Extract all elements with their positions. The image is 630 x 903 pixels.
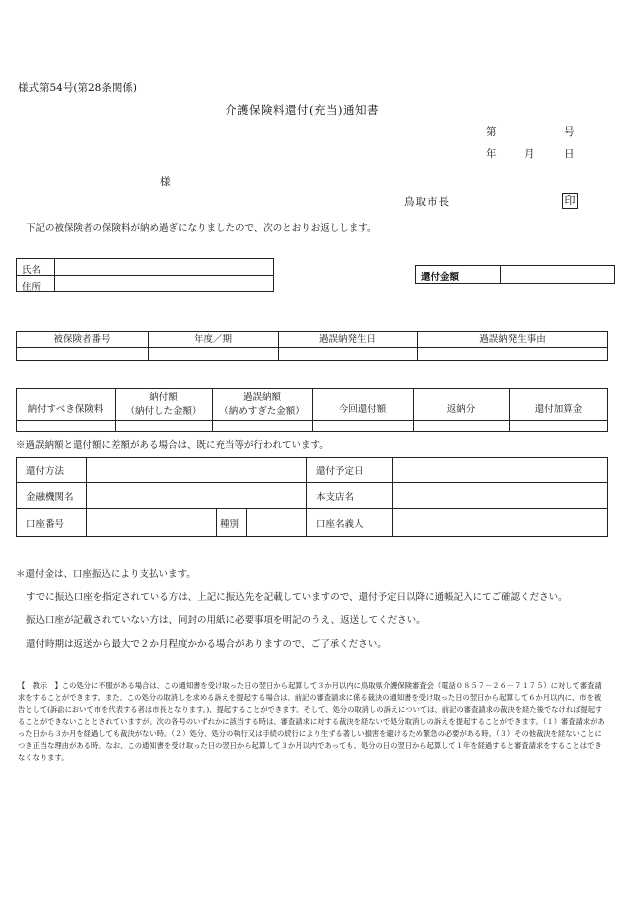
table1-header: 年度／期 xyxy=(193,333,232,345)
date-year: 年 xyxy=(486,148,497,160)
date-day: 日 xyxy=(564,148,575,160)
bank-name-label: 金融機関名 xyxy=(26,491,74,503)
account-number-label: 口座番号 xyxy=(26,519,65,530)
branch-label: 本支店名 xyxy=(316,491,355,503)
address-field[interactable] xyxy=(56,277,272,291)
note-line: 振込口座が記載されていない方は、同封の用紙に必要事項を明記のうえ、返送してください。 xyxy=(26,615,426,626)
form-number: 様式第54号(第28条関係) xyxy=(18,82,137,94)
seal-mark: 印 xyxy=(562,193,578,209)
account-type-label: 種別 xyxy=(220,519,240,530)
table1-header: 過誤納発生事由 xyxy=(479,333,546,345)
note-line: すでに振込口座を指定されている方は、上記に振込先を記載していますので、還付予定日以降に通帳記入にてご確認ください。 xyxy=(26,592,568,603)
table2-header: 返納分 xyxy=(446,404,476,415)
account-holder-label: 口座名義人 xyxy=(316,519,364,530)
page-title: 介護保険料還付(充当)通知書 xyxy=(225,103,379,117)
note-line: ＊還付金は、口座振込により支払います。 xyxy=(16,569,196,580)
table2-header: 納付額 （納付した金額） xyxy=(125,391,202,417)
issuer: 鳥取市長 xyxy=(404,196,450,208)
refund-amount-field[interactable] xyxy=(502,267,613,282)
legal-notice: 【 教示 】この処分に不服がある場合は、この通知書を受け取った日の翌日から起算して３か月以内に鳥取県介護保険審査会（電話０８５７－２６－７１７５）に対して審査請求をすることができます。また、この処分の取消しを求める訴えを提起する場合は、前記の審査請求に係る裁決の通知書を受け取った日の翌日から起算して６か月以内に、市を被告として(訴訟において市を代表する者は市長となります。)、提起することができます。そして、処分の取消しの訴えについては、前記の審査請求の裁決を経た後でなければ提起することができないこととされていますが、次の各号のいずれかに該当する時は、審査請求に対する裁決を経ないで処分取消しの訴えを提起することができます。（１）審査請求があった日から３か月を経過しても裁決がない時。（２）処分、処分の執行又は手続の続行により生ずる著しい損害を避けるため緊急の必要がある時。（３）その他裁決を経ないことにつき正当な理由がある時。なお、この通知書を受け取った日の翌日から起算して３か月以内であっても、処分の日の翌日から起算して１年を経過すると審査請求をすることはできなくなります。 xyxy=(18,681,605,762)
name-field[interactable] xyxy=(56,260,272,274)
difference-note: ※過誤納額と還付額に差額がある場合は、既に充当等が行われています。 xyxy=(16,440,329,451)
refund-method-label: 還付方法 xyxy=(26,466,65,477)
date-month: 月 xyxy=(524,148,535,160)
table2-header: 納付すべき保険料 xyxy=(27,404,104,415)
table2-header: 過誤納額 （納めすぎた金額） xyxy=(219,391,305,417)
addressee-suffix: 様 xyxy=(160,176,171,188)
scheduled-date-label: 還付予定日 xyxy=(316,466,364,477)
table2-header: 還付加算金 xyxy=(534,404,583,415)
table1-header: 被保険者番号 xyxy=(53,333,111,345)
table1-header: 過誤納発生日 xyxy=(318,333,376,345)
address-label: 住所 xyxy=(22,282,42,293)
note-line: 還付時期は返送から最大で２か月程度かかる場合がありますので、ご了承ください。 xyxy=(26,639,387,650)
number-label: 第 xyxy=(486,126,497,138)
refund-amount-label: 還付金額 xyxy=(421,272,460,283)
name-label: 氏名 xyxy=(22,265,42,276)
intro-text: 下記の被保険者の保険料が納め過ぎになりましたので、次のとおりお返しします。 xyxy=(26,223,377,234)
table2-header: 今回還付額 xyxy=(338,404,387,415)
number-suffix: 号 xyxy=(564,126,575,138)
